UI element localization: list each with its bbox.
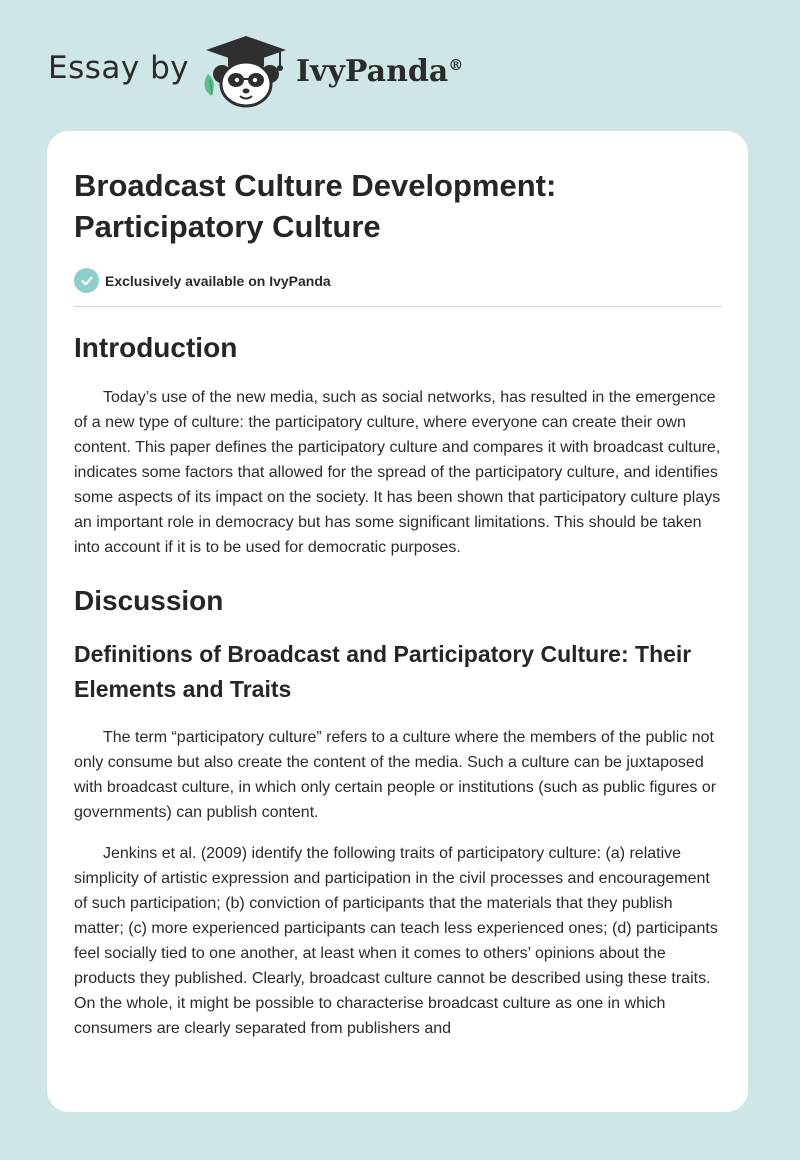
- heading-introduction: Introduction: [74, 332, 238, 363]
- paragraph-traits: Jenkins et al. (2009) identify the following traits of participatory culture: (a) relative simplicity of artistic expression and participation in the civil processes and encouragement of such participation; (b) conviction of participants that the materials that they publish matter; (c) more experienced participants can teach less experienced ones; (d) participants feel socially tied to one another, at least when it comes to others’ opinions about the products they published. Clearly, broadcast culture cannot be described using these traits. On the whole, it might be possible to characterise broadcast culture as one in which consumers are clearly separated from publishers and: [74, 845, 718, 1037]
- essay-content: [47, 131, 748, 1041]
- essay-card: [47, 131, 748, 1112]
- brand-prefix: Essay by: [48, 50, 190, 86]
- registered-mark: ®: [448, 56, 464, 74]
- page-title: Broadcast Culture Development: Participatory Culture: [74, 168, 557, 244]
- exclusive-badge: [74, 268, 722, 307]
- heading-discussion: Discussion: [74, 585, 224, 616]
- subheading-definitions: Definitions of Broadcast and Participatory Culture: Their Elements and Traits: [74, 641, 692, 702]
- brand-name[interactable]: IvyPanda®: [296, 54, 464, 89]
- paragraph-introduction: Today’s use of the new media, such as social networks, has resulted in the emergence of a new type of culture: the participatory culture, where everyone can create their own content. This paper defines the participatory culture and compares it with broadcast culture, indicates some factors that allowed for the spread of the participatory culture, and identifies some aspects of its impact on the society. It has been shown that participatory culture plays an important role in democracy but has some significant limitations. This should be taken into account if it is to be used for democratic purposes.: [74, 389, 721, 556]
- site-header: [0, 0, 800, 130]
- paragraph-definition: The term “participatory culture” refers to a culture where the members of the public not only consume but also create the content of the media. Such a culture can be juxtaposed with broadcast culture, in which only certain people or institutions (such as public figures or governments) can publish content.: [74, 729, 717, 821]
- badge-text: Exclusively available on IvyPanda: [105, 272, 331, 289]
- panda-graduate-icon[interactable]: [200, 34, 292, 110]
- check-icon: [74, 268, 99, 293]
